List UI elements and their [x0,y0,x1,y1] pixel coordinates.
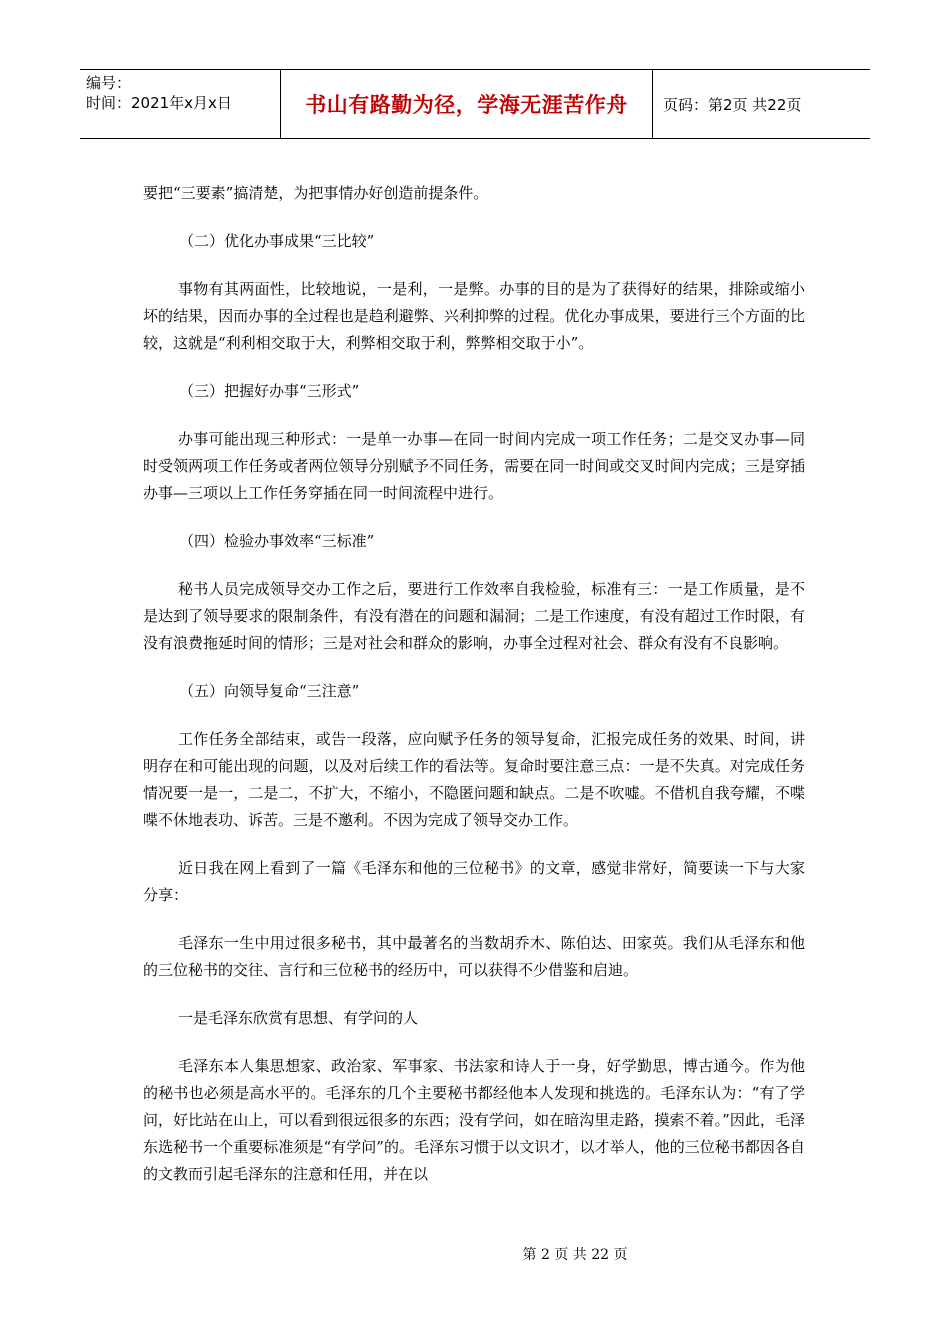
section-heading: （三）把握好办事“三形式” [179,382,360,400]
header-meta [80,70,281,138]
header-motto: 书山有路勤为径，学海无涯苦作舟 [281,70,653,138]
document-number-label: 编号： [86,74,132,92]
section-heading: （四）检验办事效率“三标准” [179,532,375,550]
paragraph: 秘书人员完成领导交办工作之后，要进行工作效率自我检验，标准有三：一是工作质量，是不是达到了领导要求的限制条件，有没有潜在的问题和漏洞；二是工作速度，有没有超过工作时限，有没有浪费拖延时间的情形；三是对社会和群众的影响，办事全过程对社会、群众有没有不良影响。 [143,580,805,652]
document-date: 时间：2021年x月x日 [86,94,232,112]
paragraph: 毛泽东一生中用过很多秘书，其中最著名的当数胡乔木、陈伯达、田家英。我们从毛泽东和他的三位秘书的交往、言行和三位秘书的经历中，可以获得不少借鉴和启迪。 [143,934,805,979]
paragraph: 事物有其两面性，比较地说，一是利，一是弊。办事的目的是为了获得好的结果，排除或缩小坏的结果，因而办事的全过程也是趋利避弊、兴利抑弊的过程。优化办事成果，要进行三个方面的比较，这就是“利利相交取于大，利弊相交取于利，弊弊相交取于小”。 [143,280,805,352]
paragraph: 毛泽东本人集思想家、政治家、军事家、书法家和诗人于一身，好学勤思，博古通今。作为他的秘书也必须是高水平的。毛泽东的几个主要秘书都经他本人发现和挑选的。毛泽东认为：“有了学问，好比站在山上，可以看到很远很多的东西；没有学问，如在暗沟里走路，摸索不着。”因此，毛泽东选秘书一个重要标准须是“有学问”的。毛泽东习惯于以文识才，以才举人，他的三位秘书都因各自的文教而引起毛泽东的注意和任用，并在以 [143,1057,805,1183]
paragraph: 要把“三要素”搞清楚，为把事情办好创造前提条件。 [143,184,489,202]
page-header [80,69,870,139]
subsection-heading: 一是毛泽东欣赏有思想、有学问的人 [178,1009,419,1027]
paragraph: 办事可能出现三种形式：一是单一办事—在同一时间内完成一项工作任务；二是交叉办事—同时受领两项工作任务或者两位领导分别赋予不同任务，需要在同一时间或交叉时间内完成；三是穿插办事—三项以上工作任务穿插在同一时间流程中进行。 [143,430,805,502]
document-body [143,180,805,1209]
section-heading: （二）优化办事成果“三比较” [179,232,375,250]
page-footer: 第 2 页 共 22 页 [522,1247,628,1263]
paragraph: 近日我在网上看到了一篇《毛泽东和他的三位秘书》的文章，感觉非常好，简要读一下与大家分享： [143,859,805,904]
header-page-info: 页码：第2页 共22页 [663,95,802,114]
section-heading: （五）向领导复命“三注意” [179,682,360,700]
paragraph: 工作任务全部结束，或告一段落，应向赋予任务的领导复命，汇报完成任务的效果、时间，讲明存在和可能出现的问题，以及对后续工作的看法等。复命时要注意三点：一是不失真。对完成任务情况要一是一，二是二，不扩大，不缩小，不隐匿问题和缺点。二是不吹嘘。不借机自我夸耀，不喋喋不休地表功、诉苦。三是不邀利。不因为完成了领导交办工作。 [143,730,805,829]
